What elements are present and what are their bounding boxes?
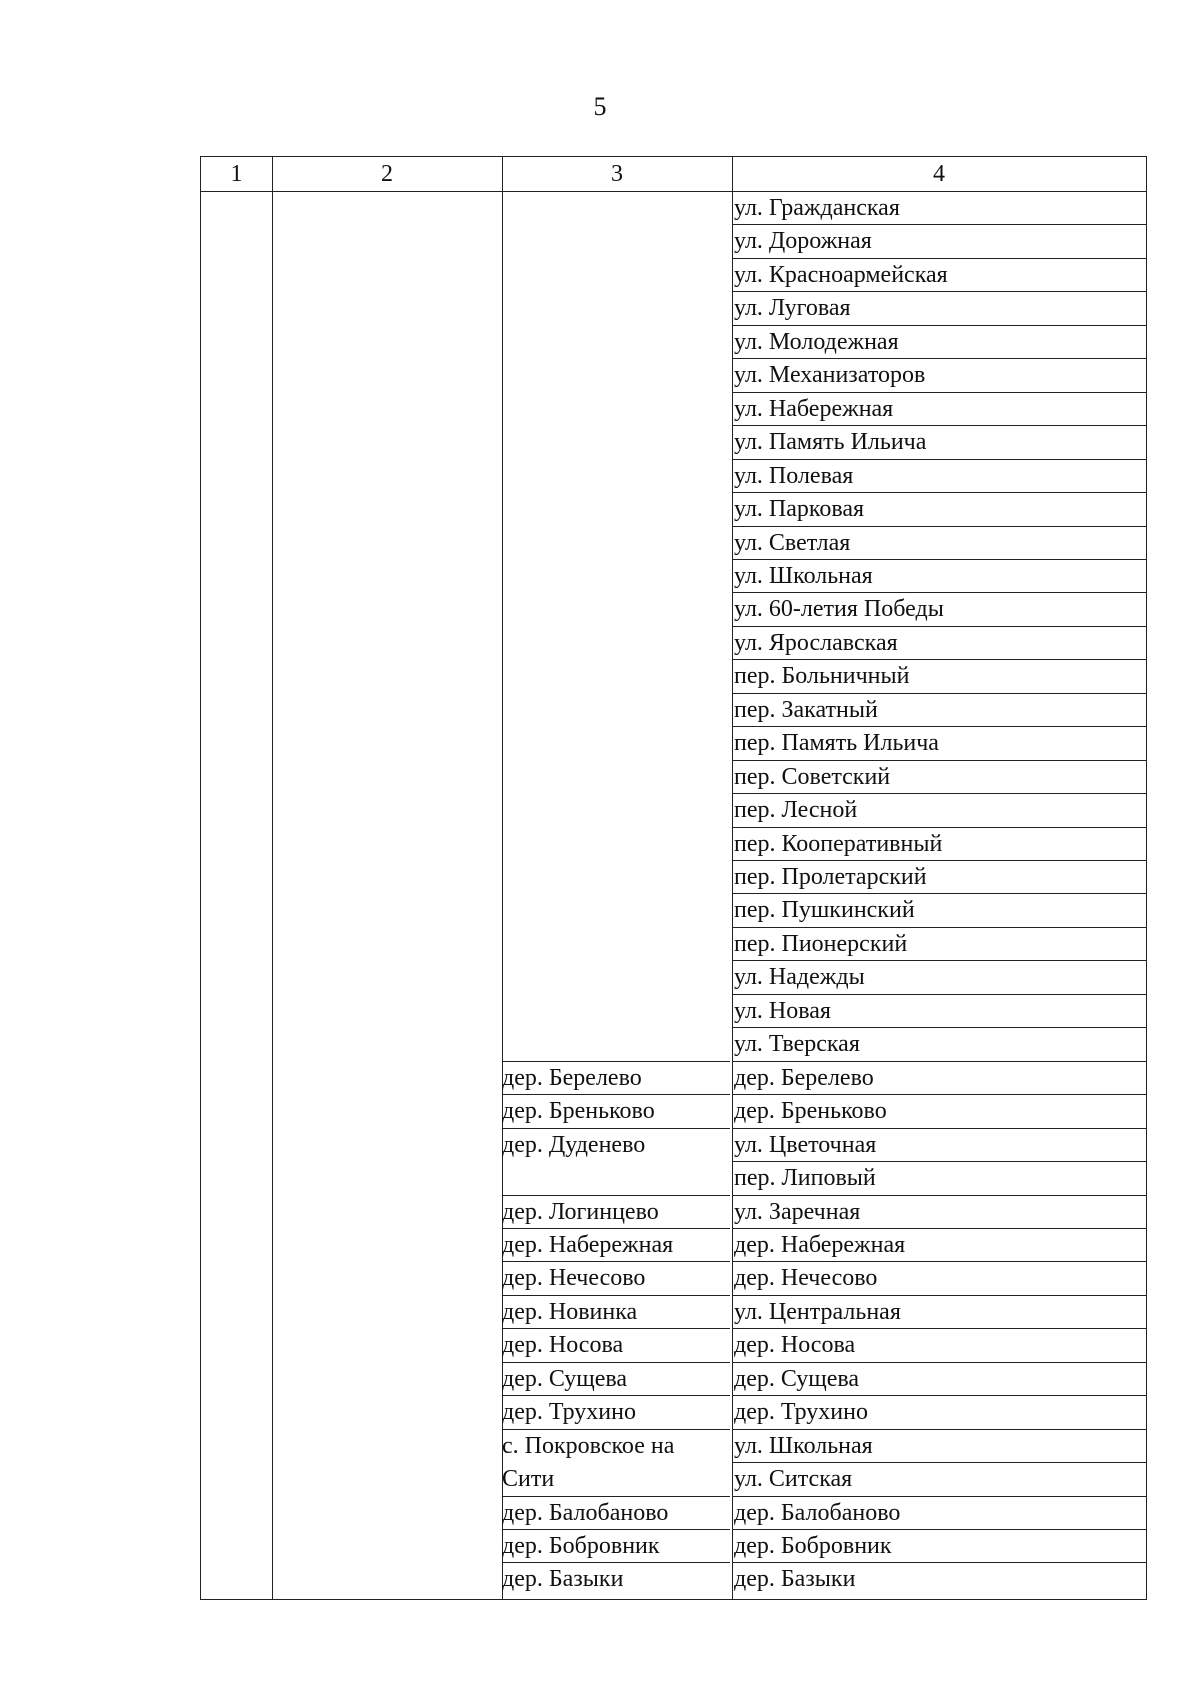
- row-divider: [732, 325, 1146, 326]
- row-divider: [732, 392, 1146, 393]
- settlement-name: дер. Новинка: [502, 1298, 638, 1325]
- row-divider: [732, 726, 1146, 727]
- row-divider: [502, 1295, 730, 1296]
- street-name: пер. Лесной: [734, 797, 858, 824]
- row-divider: [732, 659, 1146, 660]
- row-divider: [732, 1195, 1146, 1196]
- street-name: пер. Советский: [734, 763, 891, 790]
- street-name: пер. Пушкинский: [734, 897, 915, 924]
- row-divider: [732, 1496, 1146, 1497]
- street-name: пер. Пролетарский: [734, 864, 927, 890]
- street-name: ул. Школьная: [734, 562, 873, 589]
- street-name: ул. Луговая: [734, 295, 851, 322]
- row-divider: [502, 1328, 730, 1329]
- row-divider: [502, 1094, 730, 1095]
- row-divider: [732, 592, 1146, 593]
- row-divider: [732, 1462, 1146, 1463]
- row-divider: [732, 459, 1146, 460]
- row-divider: [732, 893, 1146, 894]
- row-divider: [732, 1529, 1146, 1530]
- page-number: 5: [593, 92, 607, 121]
- column-divider: [732, 157, 733, 1599]
- row-divider: [732, 425, 1146, 426]
- row-divider: [732, 224, 1146, 225]
- street-name: ул. Цветочная: [734, 1131, 877, 1158]
- street-name: ул. Механизаторов: [734, 362, 926, 389]
- street-name: пер. Закатный: [734, 696, 878, 723]
- row-divider: [732, 760, 1146, 761]
- settlement-name: дер. Бобровник: [502, 1533, 660, 1559]
- street-name: дер. Балобаново: [734, 1499, 901, 1526]
- street-name: ул. Память Ильича: [734, 429, 927, 456]
- street-name: ул. Красноармейская: [734, 261, 948, 288]
- street-name: дер. Носова: [734, 1332, 856, 1359]
- row-divider: [732, 492, 1146, 493]
- settlement-name: дер. Логинцево: [502, 1198, 659, 1225]
- header-col-2: 2: [381, 161, 393, 187]
- row-divider: [732, 526, 1146, 527]
- settlement-name: дер. Дуденево: [502, 1131, 646, 1158]
- street-name: ул. Парковая: [734, 496, 865, 523]
- row-divider: [732, 1362, 1146, 1363]
- settlement-name: дер. Сущева: [502, 1365, 628, 1392]
- street-name: ул. Центральная: [734, 1298, 901, 1325]
- street-name: ул. Новая: [734, 997, 831, 1024]
- row-divider: [732, 860, 1146, 861]
- table-header-row: [201, 157, 1146, 191]
- street-name: ул. Молодежная: [734, 328, 899, 355]
- street-name: ул. Набережная: [734, 395, 894, 422]
- street-name: дер. Бобровник: [734, 1533, 892, 1559]
- settlement-name: дер. Балобаново: [502, 1499, 669, 1526]
- street-name: дер. Сущева: [734, 1365, 860, 1392]
- row-divider: [502, 1429, 730, 1430]
- street-name: ул. Дорожная: [734, 228, 872, 255]
- street-name: дер. Базыки: [734, 1566, 856, 1593]
- street-name: ул. Школьная: [734, 1432, 873, 1459]
- street-name: ул. Надежды: [734, 964, 865, 991]
- document-table: [200, 156, 1147, 1600]
- row-divider: [732, 1328, 1146, 1329]
- settlement-name: Сити: [502, 1466, 555, 1493]
- header-col-4: 4: [933, 161, 945, 187]
- row-divider: [732, 693, 1146, 694]
- row-divider: [732, 1395, 1146, 1396]
- row-divider: [502, 1261, 730, 1262]
- row-divider: [502, 1195, 730, 1196]
- header-col-1: 1: [230, 161, 243, 187]
- street-name: дер. Берелево: [734, 1064, 874, 1091]
- column-divider: [272, 157, 273, 1599]
- settlement-name: дер. Набережная: [502, 1231, 674, 1258]
- row-divider: [732, 1228, 1146, 1229]
- street-name: ул. Полевая: [734, 462, 854, 489]
- row-divider: [732, 1061, 1146, 1062]
- street-name: дер. Трухино: [734, 1399, 868, 1426]
- settlement-name: дер. Носова: [502, 1332, 624, 1359]
- row-divider: [732, 1562, 1146, 1563]
- row-divider: [732, 793, 1146, 794]
- row-divider: [502, 1228, 730, 1229]
- street-name: ул. Ситская: [734, 1466, 853, 1493]
- street-name: ул. Тверская: [734, 1031, 860, 1058]
- settlement-name: дер. Бреньково: [502, 1098, 655, 1125]
- row-divider: [732, 1027, 1146, 1028]
- row-divider: [732, 994, 1146, 995]
- row-divider: [732, 1161, 1146, 1162]
- header-col-3: 3: [611, 161, 623, 187]
- row-divider: [732, 626, 1146, 627]
- street-name: пер. Кооперативный: [734, 830, 943, 857]
- row-divider: [732, 1094, 1146, 1095]
- row-divider: [732, 258, 1146, 259]
- row-divider: [502, 1395, 730, 1396]
- street-name: дер. Бреньково: [734, 1098, 887, 1125]
- street-name: ул. Заречная: [734, 1198, 861, 1225]
- settlement-name: дер. Берелево: [502, 1064, 642, 1091]
- settlement-name: дер. Нечесово: [502, 1265, 646, 1292]
- row-divider: [732, 1295, 1146, 1296]
- street-name: ул. Ярославская: [734, 629, 898, 656]
- header-divider: [201, 191, 1146, 192]
- street-name: пер. Больничный: [734, 663, 910, 690]
- street-name: дер. Набережная: [734, 1231, 906, 1258]
- row-divider: [732, 1261, 1146, 1262]
- row-divider: [732, 960, 1146, 961]
- row-divider: [502, 1562, 730, 1563]
- street-name: пер. Память Ильича: [734, 730, 939, 757]
- row-divider: [732, 927, 1146, 928]
- street-name: ул. Светлая: [734, 529, 851, 556]
- street-name: пер. Пионерский: [734, 930, 908, 957]
- settlement-name: дер. Трухино: [502, 1399, 636, 1426]
- street-name: ул. 60-летия Победы: [734, 596, 944, 623]
- settlement-name: с. Покровское на: [502, 1432, 675, 1459]
- row-divider: [732, 827, 1146, 828]
- row-divider: [732, 1128, 1146, 1129]
- settlement-name: дер. Базыки: [502, 1566, 624, 1593]
- row-divider: [502, 1362, 730, 1363]
- row-divider: [502, 1128, 730, 1129]
- row-divider: [732, 358, 1146, 359]
- row-divider: [502, 1061, 730, 1062]
- street-name: дер. Нечесово: [734, 1265, 878, 1292]
- row-divider: [502, 1529, 730, 1530]
- row-divider: [502, 1496, 730, 1497]
- row-divider: [732, 291, 1146, 292]
- row-divider: [732, 559, 1146, 560]
- row-divider: [732, 1429, 1146, 1430]
- street-name: пер. Липовый: [734, 1165, 876, 1192]
- street-name: ул. Гражданская: [734, 195, 900, 221]
